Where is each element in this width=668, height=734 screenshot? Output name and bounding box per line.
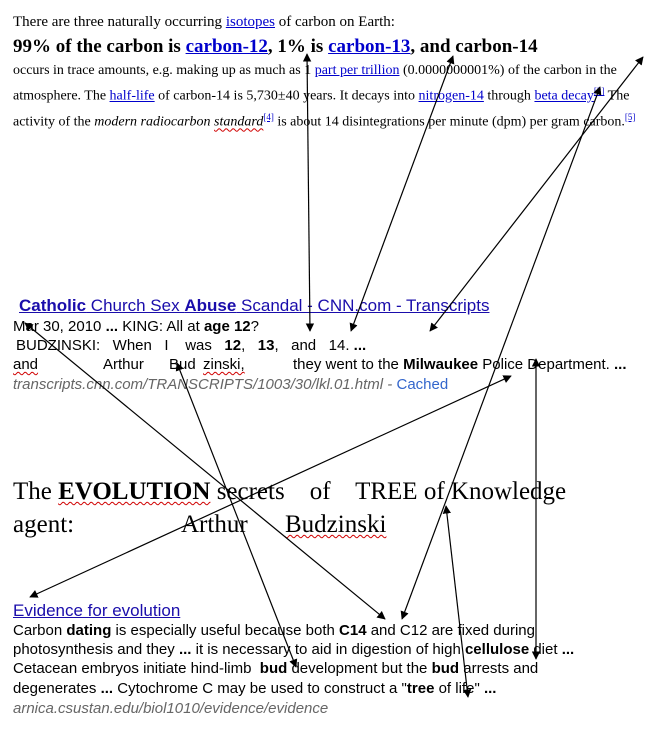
snippet-bold: ... — [100, 680, 114, 697]
title-text: Scandal - CNN.com - Transcripts — [236, 296, 490, 315]
heading-word: Budzinski — [285, 511, 387, 538]
beta-decay-link[interactable]: beta decay — [534, 88, 594, 104]
para-text: of carbon-14 is 5,730±40 years. It decays into — [154, 88, 419, 104]
snippet-bold: ... — [483, 680, 497, 697]
snippet-text: , and 14. — [274, 337, 354, 354]
para-text: (0.0000000001%) of the carbon in the atmosphere. The — [13, 63, 617, 104]
snippet-word: zinski, — [203, 356, 245, 373]
snippet-text: arrests and — [459, 660, 539, 677]
arrow-tree-to-tree — [446, 506, 468, 697]
evidence-result-url: arnica.csustan.edu/biol1010/evidence/evidence — [13, 700, 329, 717]
cached-link[interactable]: Cached — [396, 376, 449, 393]
heading-word: Arthur — [181, 511, 248, 538]
snippet-text: KING: All at — [118, 318, 204, 335]
snippet-bold: C14 — [339, 622, 367, 639]
snippet-bold: Milwaukee — [403, 356, 479, 373]
title-bold: Catholic — [19, 296, 87, 315]
snippet-text: they went to the — [293, 356, 404, 373]
snippet-bold: bud — [259, 660, 288, 677]
snippet-text: Mar 30, 2010 — [13, 318, 106, 335]
snippet-text: , — [241, 337, 258, 354]
url-text: transcripts.cnn.com/TRANSCRIPTS/1003/30/lkl.01.html — [13, 376, 384, 393]
snippet-word: Bud — [169, 356, 196, 373]
half-life-link[interactable]: half-life — [109, 88, 155, 104]
part-per-trillion-link[interactable]: part per trillion — [314, 63, 400, 78]
heading-text: , 1% is — [267, 36, 329, 57]
title-bold: Abuse — [184, 296, 237, 315]
reference-4-link[interactable]: [4] — [263, 111, 274, 122]
isotopes-link[interactable]: isotopes — [225, 14, 275, 30]
heading-word: The — [13, 478, 59, 505]
arrow-bud-to-bud — [177, 363, 296, 667]
snippet-bold: ... — [614, 356, 627, 373]
para-text: is about 14 disintegrations per minute (dpm) per gram carbon. — [273, 114, 625, 130]
snippet-bold: bud — [431, 660, 460, 677]
snippet-bold: ... — [178, 641, 192, 658]
arrow-carbon12-to-12 — [307, 54, 310, 331]
snippet-text: diet — [529, 641, 562, 658]
snippet-word: Arthur — [103, 356, 144, 373]
reference-3-link[interactable]: [3] — [593, 86, 605, 96]
snippet-text: BUDZINSKI: When I was — [16, 337, 225, 354]
snippet-word: and — [13, 356, 39, 373]
snippet-text: ? — [250, 318, 259, 335]
snippet-bold: 13 — [257, 337, 275, 354]
arrow-nitrogen14-to-c14 — [402, 87, 600, 619]
snippet-bold: ... — [561, 641, 575, 658]
snippet-text: it is necessary to aid in digestion of high — [191, 641, 465, 658]
heading-word: agent: — [13, 511, 75, 538]
snippet-text: Police Department. — [478, 356, 615, 373]
heading-bold-word: EVOLUTION — [58, 478, 211, 505]
intro-text: There are three naturally occurring — [13, 14, 226, 30]
para-text: The activity of the — [13, 88, 630, 130]
para-text: occurs in trace amounts, e.g. making up as much as 1 — [13, 63, 315, 78]
snippet-bold: tree — [406, 680, 435, 697]
snippet-text: degenerates — [13, 680, 101, 697]
snippet-text: of life" — [434, 680, 484, 697]
snippet-text: Cetacean embryos initiate hind-limb — [13, 660, 260, 677]
arrow-milwaukee-to-evidence — [30, 376, 511, 597]
reference-5-link[interactable]: [5] — [624, 111, 636, 122]
snippet-text: Cytochrome C may be used to construct a " — [113, 680, 407, 697]
snippet-text: Carbon — [13, 622, 67, 639]
evidence-result-link[interactable]: Evidence for evolution — [13, 601, 181, 620]
heading-words: secrets of TREE of Knowledge — [210, 478, 567, 505]
heading-text: , and carbon-14 — [410, 36, 538, 57]
snippet-bold: cellulose — [464, 641, 530, 658]
arrow-carbon13-to-13 — [351, 56, 453, 331]
snippet-text: development but the — [287, 660, 432, 677]
snippet-bold: dating — [66, 622, 112, 639]
snippet-text: photosynthesis and they — [13, 641, 179, 658]
url-separator: - — [383, 376, 397, 393]
snippet-bold: ... — [353, 337, 367, 354]
snippet-text: is especially useful because both — [111, 622, 340, 639]
snippet-bold: 12 — [224, 337, 242, 354]
arrow-carbon14-to-14 — [430, 57, 643, 331]
snippet-bold: age 12 — [203, 318, 251, 335]
carbon-12-link[interactable]: carbon-12 — [185, 36, 268, 57]
italic-text-standard: standard — [214, 114, 264, 130]
heading-text: 99% of the carbon is — [13, 36, 186, 57]
intro-text-suffix: of carbon on Earth: — [274, 14, 395, 30]
carbon-13-link[interactable]: carbon-13 — [328, 36, 411, 57]
italic-text: modern radiocarbon — [94, 114, 215, 130]
para-text: through — [483, 88, 535, 104]
title-text: Church Sex — [86, 296, 185, 315]
nitrogen-14-link[interactable]: nitrogen-14 — [418, 88, 484, 104]
snippet-bold: ... — [105, 318, 119, 335]
snippet-text: and C12 are fixed during — [366, 622, 535, 639]
